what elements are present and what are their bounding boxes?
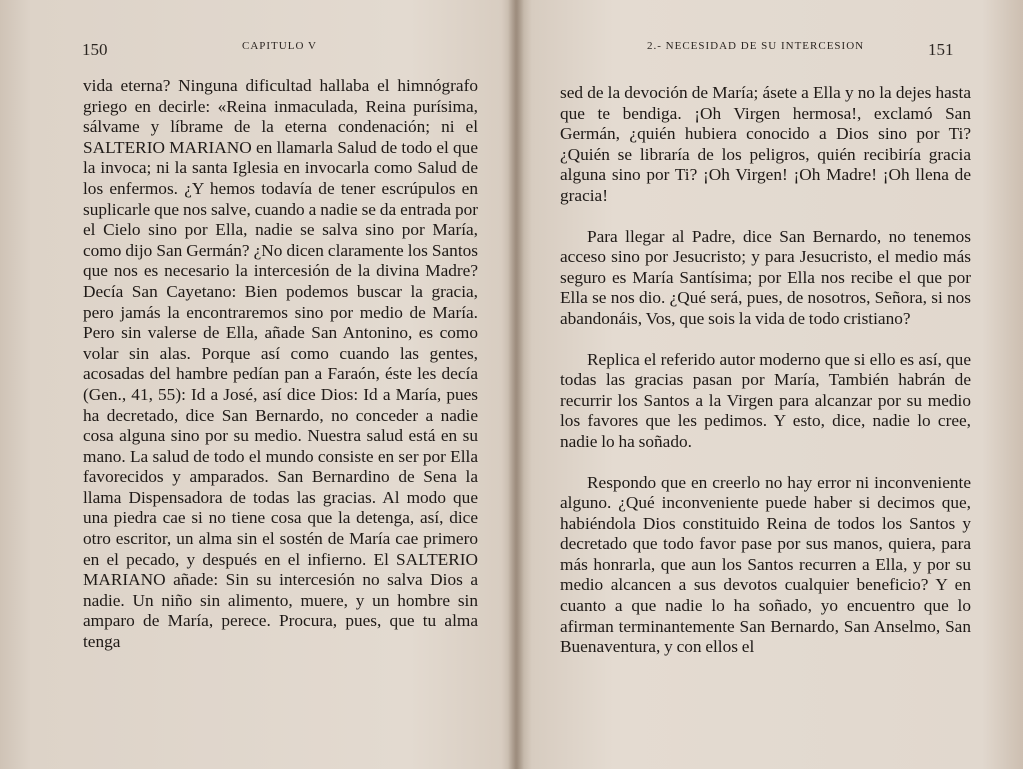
right-paragraph-1: sed de la devoción de María; ásete a Ella y no la dejes hasta que te bendiga. ¡Oh Virgen hermosa!, exclamó San Germán, ¿quién hubiera conocido a Dios sino por Ti? ¿Quién se libraría de los peligros, quién recibiría gracia alguna sino por Ti? ¡Oh Virgen! ¡Oh Madre! ¡Oh llena de gracia! (560, 83, 971, 205)
right-body-text (560, 83, 971, 658)
right-page (520, 0, 1023, 769)
right-page-number: 151 (928, 40, 954, 59)
right-paragraph-2: Para llegar al Padre, dice San Bernardo, no tenemos acceso sino por Jesucristo; y para Jesucristo, el medio más seguro es María Santísima; por Ella nos recibe el que por Ella se nos dio. ¿Qué será, pues, de nosotros, Señora, si nos abandonáis, Vos, que sois la vida de todo cristiano? (560, 226, 971, 328)
left-running-head: CAPITULO V (242, 40, 317, 52)
left-paragraph-1: vida eterna? Ninguna dificultad hallaba el himnógrafo griego en decirle: «Reina inmaculada, Reina purísima, sálvame y líbrame de la eterna condenación; ni el SALTERIO MARIANO en llamarla Salud de todo el que la invoca; ni la santa Iglesia en invocarla como Salud de los enfermos. ¿Y hemos todavía de tener escrúpulos en suplicarle que nos salve, cuando a nadie se da entrada por el Cielo sino por Ella, nadie se salva sino por María, como dijo San Germán? ¿No dicen claramente los Santos que nos es necesario la intercesión de la divina Madre? Decía San Cayetano: Bien podemos buscar la gracia, pero jamás la encontraremos sino por medio de María. Pero sin valerse de Ella, añade San Antonino, es como volar sin alas. Porque así como cuando las gentes, acosadas del hambre pedían pan a Faraón, éste les decía (Gen., 41, 55): Id a José, así dice Dios: Id a María, pues ha decretado, dice San Bernardo, no conceder a nadie cosa alguna sino por su medio. Nuestra salud está en su mano. La salud de todo el mundo consiste en ser por Ella favorecidos y amparados. San Bernardino de Sena la llama Dispensadora de todas las gracias. Al modo que una piedra cae si no tiene cosa que la detenga, así, dice otro escritor, un alma sin el sostén de María cae primero en el pecado, y después en el infierno. El SALTERIO MARIANO añade: Sin su intercesión no salva Dios a nadie. Un niño sin alimento, muere, y un hombre sin amparo de María, perece. Procura, pues, que tu alma tenga (83, 76, 478, 652)
right-running-head: 2.- NECESIDAD DE SU INTERCESION (647, 40, 865, 52)
left-page-number: 150 (82, 40, 108, 59)
right-paragraph-3: Replica el referido autor moderno que si ello es así, que todas las gracias pasan por María, También habrán de recurrir los Santos a la Virgen para alcanzar por su medio los favores que les pedimos. Y esto, dice, nadie lo cree, nadie lo ha soñado. (560, 349, 971, 451)
right-paragraph-4: Respondo que en creerlo no hay error ni inconveniente alguno. ¿Qué inconveniente puede haber si decimos que, habiéndola Dios constituido Reina de todos los Santos y decretado que todo favor pase por sus manos, quiera, para más honrarla, que aun los Santos recurren a Ella, y por su medio alcancen a sus devotos cualquier beneficio? Y en cuanto a que nadie lo ha soñado, yo encuentro que lo afirman terminantemente San Bernardo, San Anselmo, San Buenaventura, y con ellos el (560, 472, 971, 657)
left-body-text (83, 76, 478, 653)
